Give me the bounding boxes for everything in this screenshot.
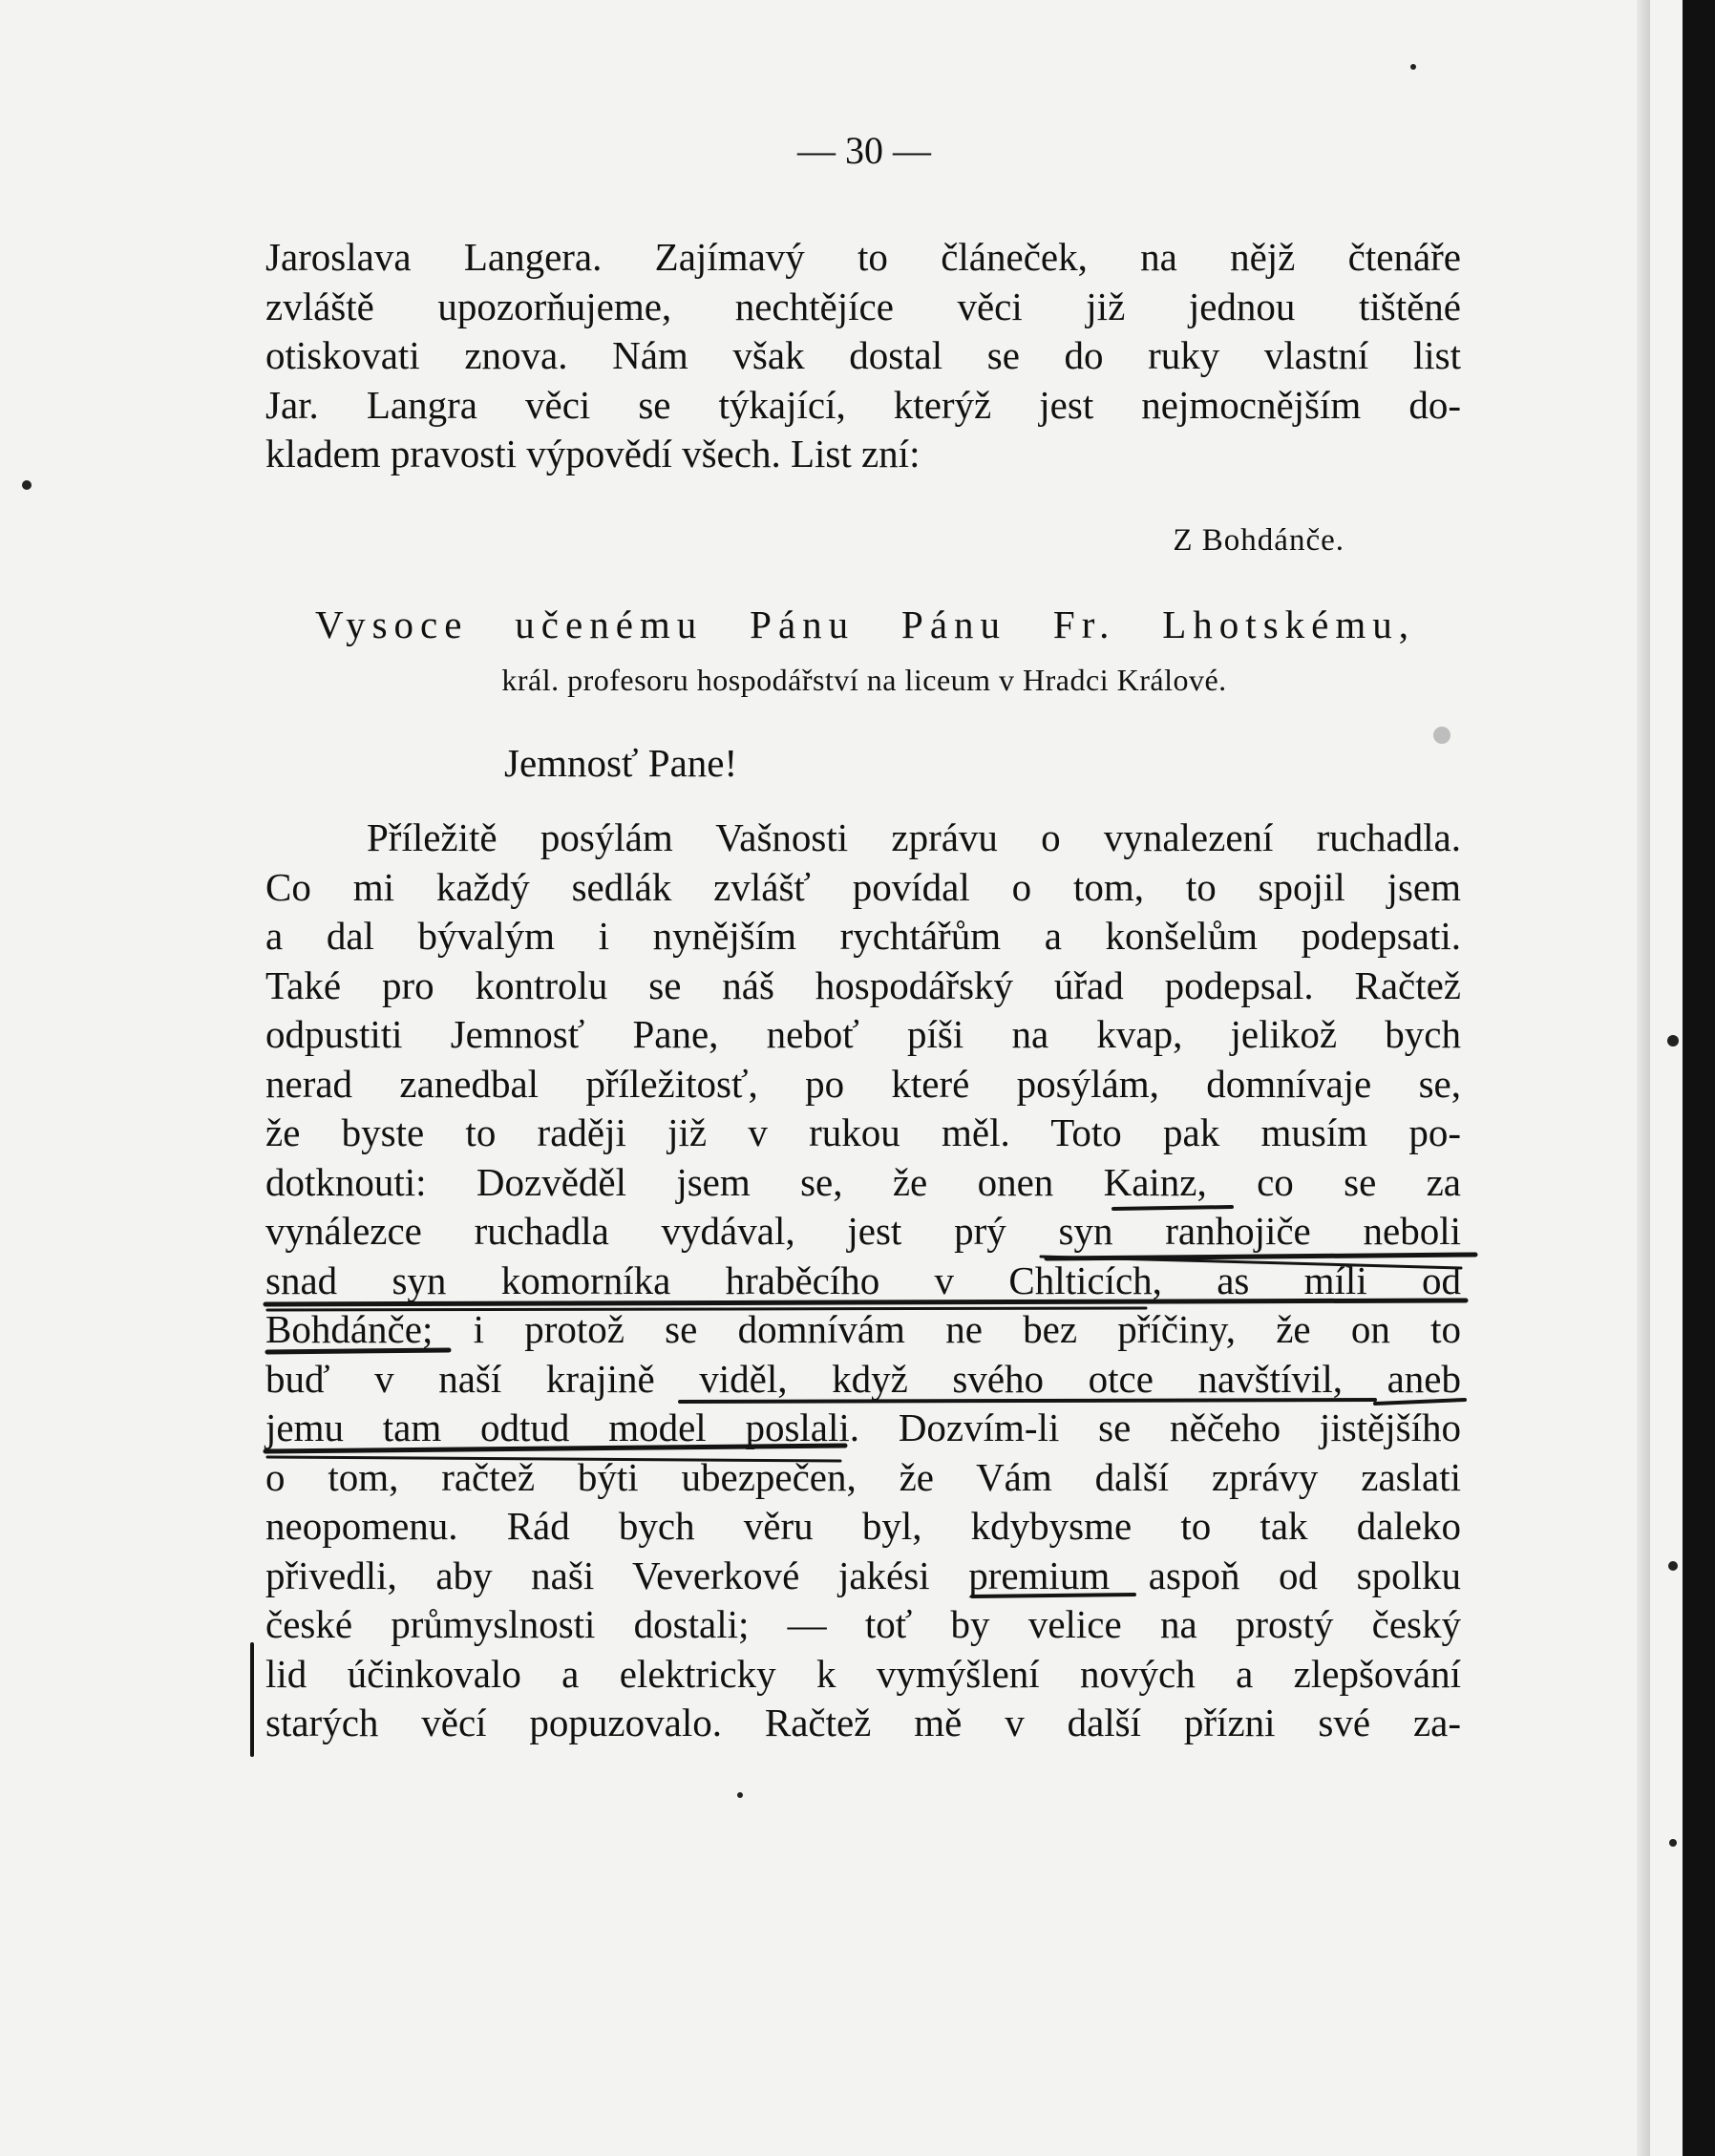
margin-speck xyxy=(1668,1561,1678,1571)
margin-speck xyxy=(1669,1839,1677,1847)
letter-line: odpustiti Jemnosť Pane, neboť píši na kvap, jelikož bych xyxy=(265,1012,1461,1056)
scan-border xyxy=(1683,0,1715,2156)
letter-line: jemu tam odtud model poslali. Dozvím-li se něčeho jistějšího xyxy=(265,1406,1461,1449)
letter-line: Co mi každý sedlák zvlášť povídal o tom, to spojil jsem xyxy=(265,864,1461,909)
intro-line: kladem pravosti výpovědí všech. List zní: xyxy=(265,432,921,476)
letter-line: Příležitě posýlám Vašnosti zprávu o vynalezení ruchadla. xyxy=(367,815,1461,859)
letter-line: neopomenu. Rád bych věru byl, kdybysme to tak daleko xyxy=(265,1504,1461,1548)
letter-addressee-subtitle: král. profesoru hospodářství na liceum v Hradci Králové. xyxy=(501,663,1227,697)
letter-body xyxy=(265,814,1461,1748)
letter-line: dotknouti: Dozvěděl jsem se, že onen Kainz, co se za xyxy=(265,1159,1461,1204)
margin-speck xyxy=(1410,64,1416,70)
letter-line: o tom, račtež býti ubezpečen, že Vám další zprávy zaslati xyxy=(265,1454,1461,1499)
letter-line: nerad zanedbal příležitosť, po které posýlám, domnívaje se, xyxy=(265,1061,1461,1106)
margin-speck xyxy=(1667,1035,1679,1046)
letter-line: snad syn komorníka hraběcího v Chlticích, as míli od xyxy=(265,1258,1461,1302)
page-edge-stripe xyxy=(1637,0,1650,2156)
letter-line: buď v naší krajině viděl, když svého otce navštívil, aneb xyxy=(265,1356,1461,1401)
intro-line: Jar. Langra věci se týkající, kterýž jest nejmocnějším do- xyxy=(265,382,1461,427)
letter-line: Bohdánče; i protož se domnívám ne bez příčiny, že on to xyxy=(265,1307,1461,1351)
letter-line: Také pro kontrolu se náš hospodářský úřad podepsal. Račtež xyxy=(265,962,1461,1007)
intro-paragraph xyxy=(265,233,1461,479)
letter-addressee: Vysoce učenému Pánu Pánu Fr. Lhotskému, xyxy=(315,602,1415,646)
intro-line: Jaroslava Langera. Zajímavý to článeček, na nějž čtenáře xyxy=(265,235,1461,279)
letter-line: vynálezce ruchadla vydával, jest prý syn ranhojiče neboli xyxy=(265,1209,1461,1253)
page-number: — 30 — xyxy=(797,129,931,172)
letter-line: lid účinkovalo a elektricky k vymýšlení nových a zlepšování xyxy=(265,1651,1461,1696)
letter-line: přivedli, aby naši Veverkové jakési premium aspoň od spolku xyxy=(265,1553,1461,1597)
intro-line: zvláště upozorňujeme, nechtějíce věci již jednou tištěné xyxy=(265,284,1461,328)
letter-line: že byste to raději již v rukou měl. Toto pak musím po- xyxy=(265,1110,1461,1154)
margin-speck xyxy=(1433,727,1450,744)
letter-line: české průmyslnosti dostali; — toť by velice na prostý český xyxy=(265,1602,1461,1646)
letter-line: starých věcí popuzovalo. Račtež mě v další přízni své za- xyxy=(265,1701,1461,1744)
margin-speck xyxy=(737,1792,743,1798)
letter-place: Z Bohdánče. xyxy=(1173,523,1344,558)
intro-line: otiskovati znova. Nám však dostal se do ruky vlastní list xyxy=(265,333,1461,377)
letter-salutation: Jemnosť Pane! xyxy=(504,741,738,785)
margin-speck xyxy=(22,480,32,490)
letter-line: a dal bývalým i nynějším rychtářům a konšelům podepsati. xyxy=(265,914,1461,958)
